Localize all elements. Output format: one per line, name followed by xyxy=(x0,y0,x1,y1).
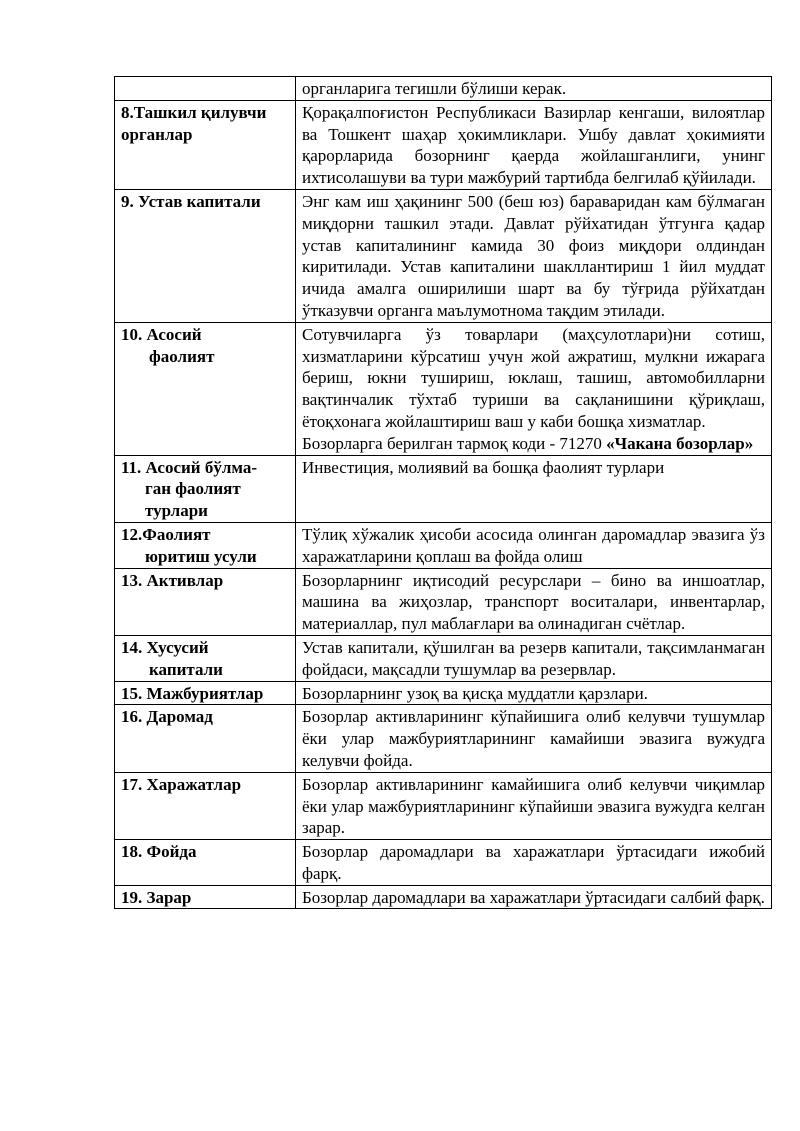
branch-code-text: Бозорларга берилган тармоқ коди - 71270 xyxy=(302,433,607,453)
term-cell xyxy=(115,100,296,189)
definition-cell xyxy=(296,77,772,101)
term-text: 18. Фойда xyxy=(121,842,197,862)
definition-text: органларига тегишли бўлиши керак. xyxy=(302,79,567,98)
term-cell xyxy=(115,705,296,772)
table-row xyxy=(115,840,772,886)
definition-cell xyxy=(296,568,772,635)
definition-text: Қорақалпоғистон Республикаси Вазирлар кенгаши, вилоятлар ва Тошкент шаҳар ҳокимликлари. Ушбу давлат ҳокимияти қарорларида бозорнинг қаерда жойлашганлиги, унинг ихтисолашуви ва тури мажбурий тартибда белгилаб қўйилади. xyxy=(302,102,765,188)
table-row xyxy=(115,635,772,681)
term-cell xyxy=(115,772,296,839)
term-cell xyxy=(115,455,296,522)
branch-code-name: «Чакана бозорлар» xyxy=(606,433,754,453)
definition-cell xyxy=(296,705,772,772)
table-row xyxy=(115,681,772,705)
definition-text: Бозорлар даромадлари ва харажатлари ўртасидаги ижобий фарқ. xyxy=(302,842,765,883)
term-text: юритиш усули xyxy=(145,546,257,566)
term-text: фаолият xyxy=(149,346,215,366)
table-row xyxy=(115,705,772,772)
term-cell xyxy=(115,681,296,705)
table-row xyxy=(115,100,772,189)
definition-cell xyxy=(296,635,772,681)
definition-text: Тўлиқ хўжалик ҳисоби асосида олинган даромадлар эвазига ўз харажатларини қоплаш ва фойда олиш xyxy=(302,524,765,566)
definition-cell xyxy=(296,772,772,839)
term-text: 10. Асосий xyxy=(121,324,202,344)
definition-cell xyxy=(296,322,772,455)
term-cell xyxy=(115,568,296,635)
definition-text: Бозорларнинг узоқ ва қисқа муддатли қарзлари. xyxy=(302,683,648,703)
definition-extra xyxy=(302,433,765,455)
definition-text: Сотувчиларга ўз товарлари (маҳсулотлари)ни сотиш, хизматларини кўрсатиш учун жой ажратиш, мулкни ижарага бериш, юкни тушириш, юклаш, ташиш, автомобилларни вақтинчалик тўхтаб туриши ва сақланишини қўриқлаш, ётоқхонага жойлаштириш ваш у каби бошқа хизматлар. xyxy=(302,324,765,431)
table-row xyxy=(115,322,772,455)
term-cell xyxy=(115,77,296,101)
term-text: 13. Активлар xyxy=(121,570,224,590)
term-text: органлар xyxy=(121,124,193,144)
term-cell xyxy=(115,189,296,322)
term-text: 16. Даромад xyxy=(121,707,213,727)
definition-text: Энг кам иш ҳақининг 500 (беш юз) бараваридан кам бўлмаган миқдорни ташкил этади. Давлат рўйхатидан ўтгунга қадар устав капиталининг камида 30 фоиз миқдори олдиндан киритилади. Устав капиталини шакллантириш 1 йил муддат ичида амалга оширилиши шарт ва бу тўғрида рўйхатдан ўтказувчи органга маълумотнома тақдим этилади. xyxy=(302,191,765,320)
definition-cell xyxy=(296,681,772,705)
definition-text: Устав капитали, қўшилган ва резерв капитали, тақсимланмаган фойдаси, мақсадли тушумлар ва резервлар. xyxy=(302,637,765,679)
term-text: 8.Ташкил қилувчи xyxy=(121,102,267,122)
term-text: 14. Хусусий xyxy=(121,637,209,657)
table-row xyxy=(115,77,772,101)
term-cell xyxy=(115,885,296,909)
term-text: 12.Фаолият xyxy=(121,524,211,544)
term-cell xyxy=(115,635,296,681)
table-row xyxy=(115,772,772,839)
term-text: турлари xyxy=(145,501,208,521)
table-row xyxy=(115,522,772,568)
definition-text: Инвестиция, молиявий ва бошқа фаолият турлари xyxy=(302,457,665,477)
definition-text: Бозорлар активларининг кўпайишига олиб келувчи тушумлар ёки улар мажбуриятларининг камайиши эвазига вужудга келувчи фойда. xyxy=(302,707,765,770)
table-row xyxy=(115,455,772,522)
definition-cell xyxy=(296,522,772,568)
term-text: капитали xyxy=(149,659,223,679)
term-text: 11. Асосий бўлма- xyxy=(121,457,258,477)
definitions-table xyxy=(114,76,772,909)
term-text: 9. Устав капитали xyxy=(121,191,261,211)
definition-text: Бозорларнинг иқтисодий ресурслари – бино ва иншоатлар, машина ва жиҳозлар, транспорт воситалари, инвентарлар, материаллар, пул маблағлари ва олинадиган счётлар. xyxy=(302,570,765,634)
term-text: 15. Мажбуриятлар xyxy=(121,683,264,703)
definition-cell xyxy=(296,840,772,886)
table-row xyxy=(115,568,772,635)
table-row xyxy=(115,189,772,322)
definition-text: Бозорлар даромадлари ва харажатлари ўртасидаги салбий фарқ. xyxy=(302,887,765,907)
term-cell xyxy=(115,322,296,455)
term-cell xyxy=(115,840,296,886)
definition-cell xyxy=(296,100,772,189)
definition-cell xyxy=(296,885,772,909)
definition-cell xyxy=(296,189,772,322)
table-row xyxy=(115,885,772,909)
definition-text: Бозорлар активларининг камайишига олиб келувчи чиқимлар ёки улар мажбуриятларининг кўпайиши эвазига вужудга келган зарар. xyxy=(302,774,765,838)
term-text: ган фаолият xyxy=(145,479,241,499)
definition-cell xyxy=(296,455,772,522)
term-text: 17. Харажатлар xyxy=(121,774,242,794)
term-cell xyxy=(115,522,296,568)
term-text: 19. Зарар xyxy=(121,887,192,907)
